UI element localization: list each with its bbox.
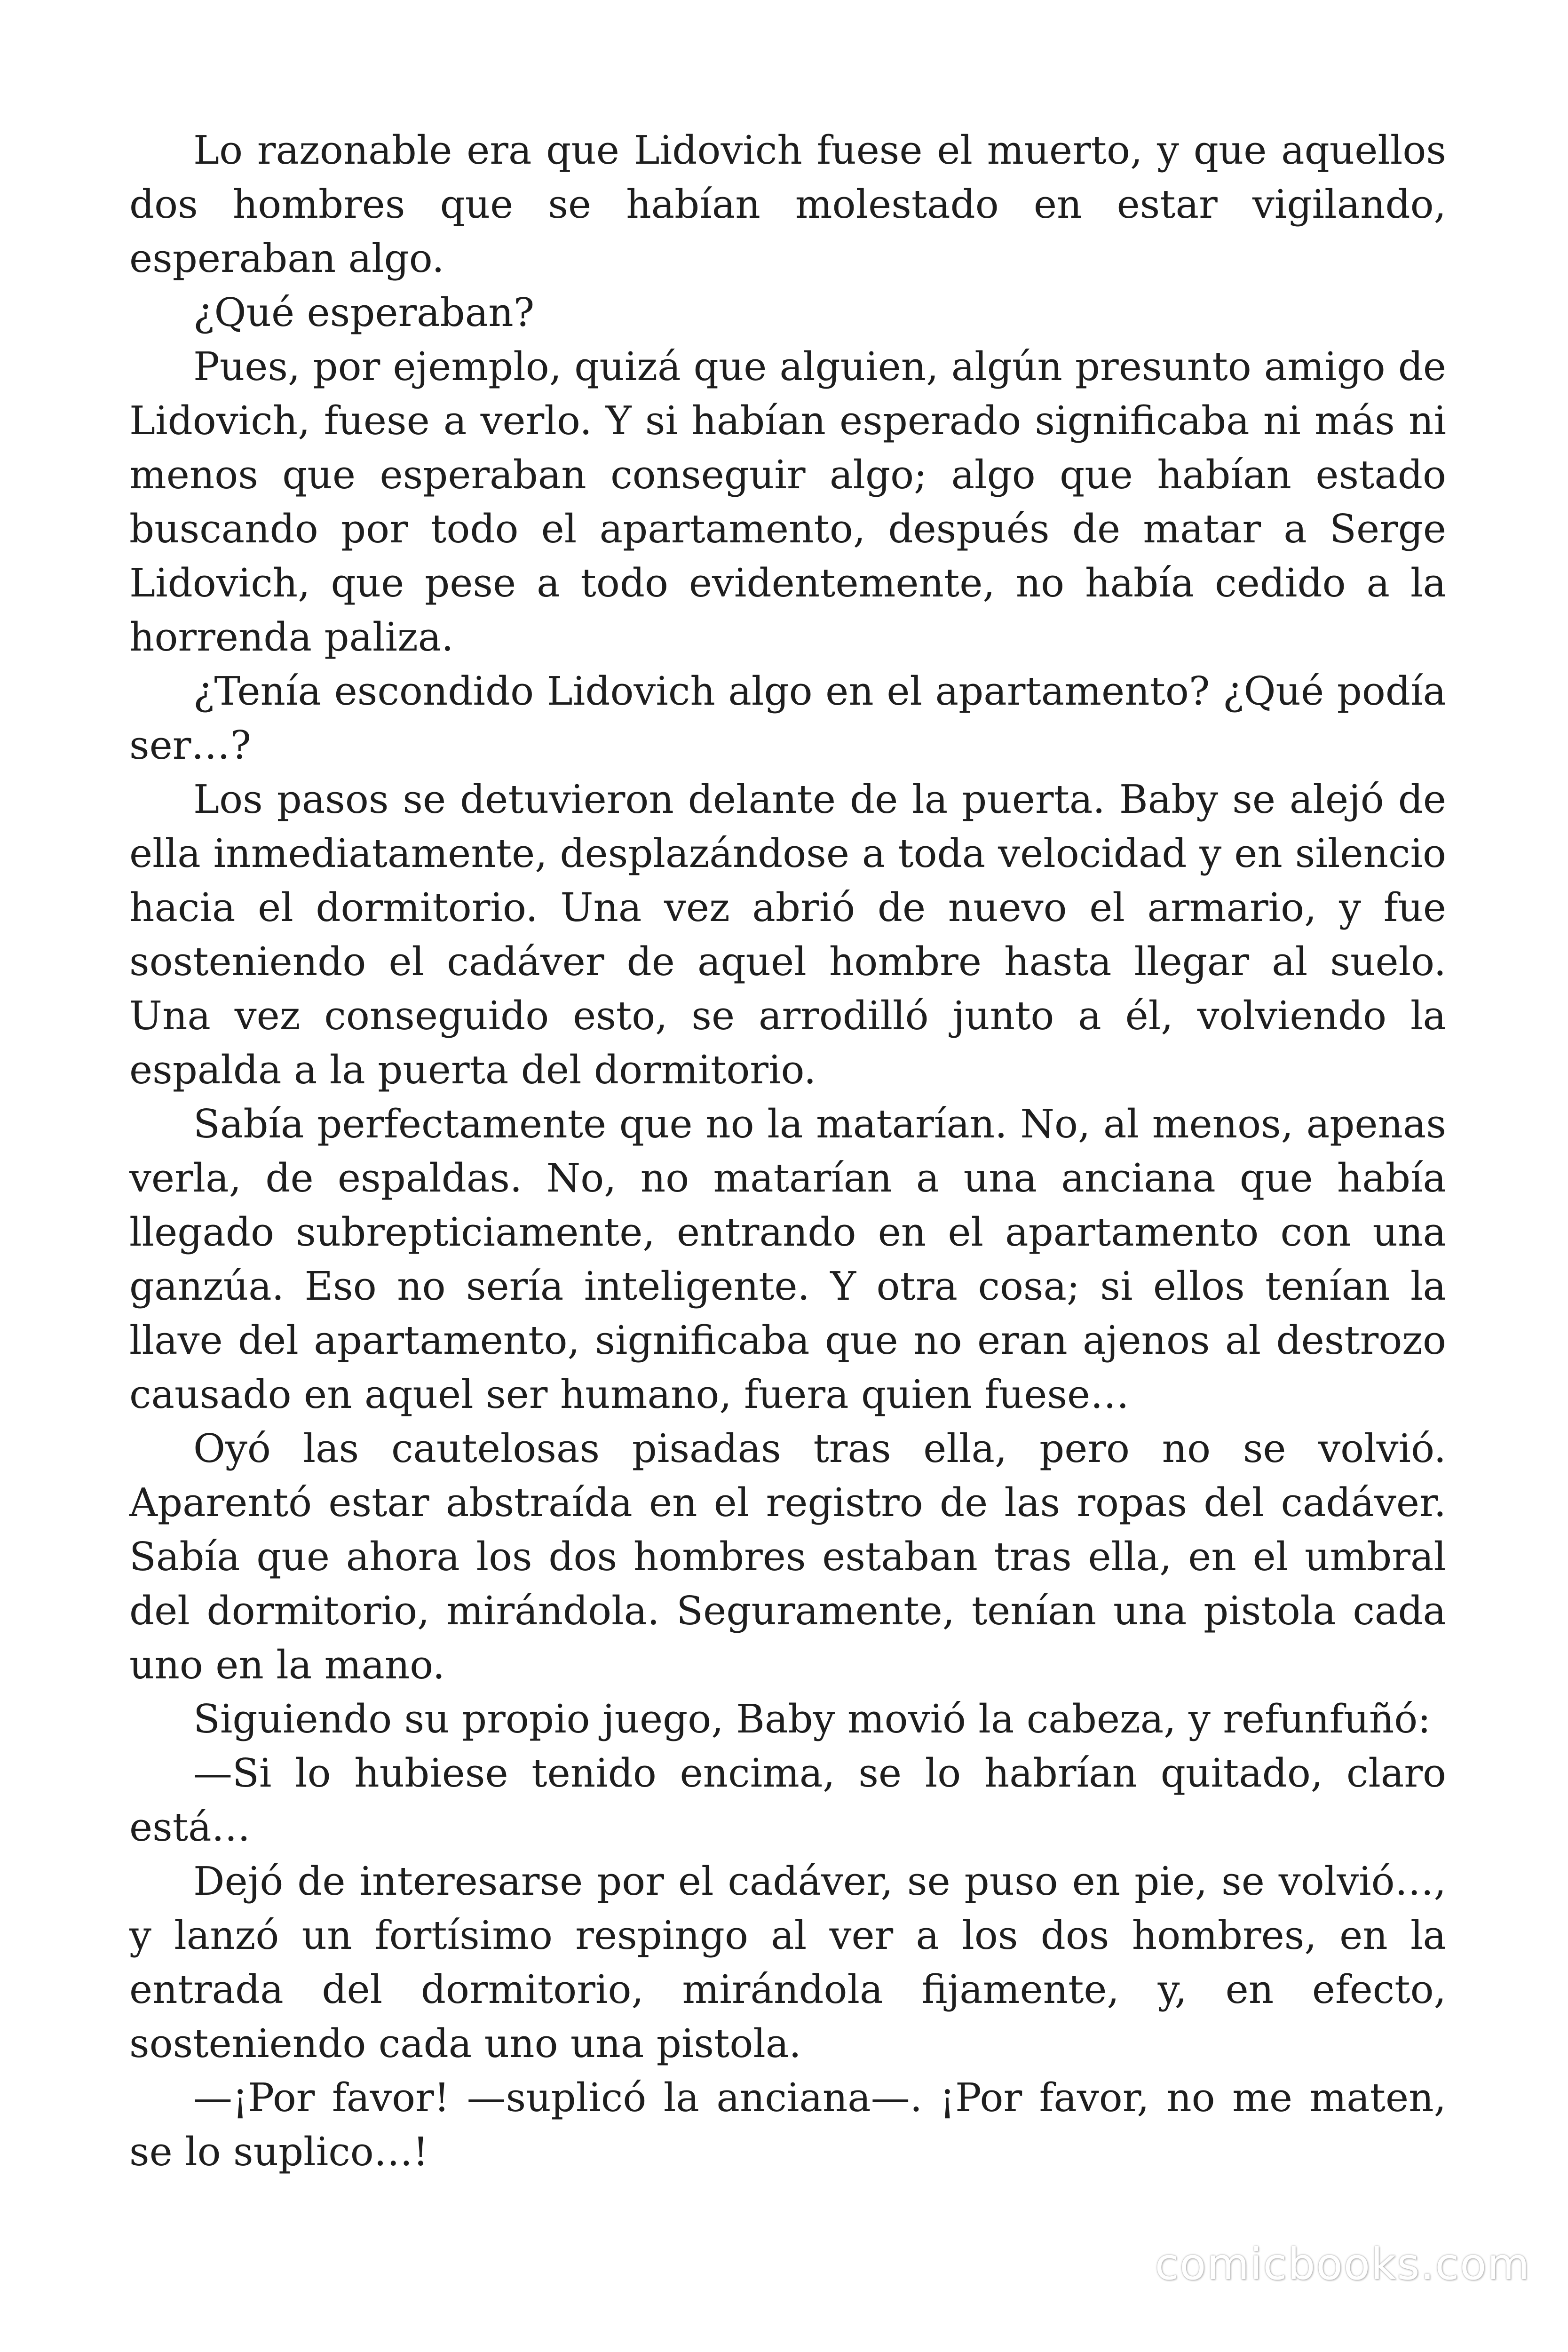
site-watermark: comicbooks.com	[1155, 2239, 1530, 2289]
paragraph: Siguiendo su propio juego, Baby movió la cabeza, y refunfuñó:	[193, 1696, 1431, 1742]
book-page-text	[129, 123, 1446, 2179]
paragraph: —Si lo hubiese tenido encima, se lo habrían quitado, claro está…	[129, 1750, 1446, 1850]
paragraph: Los pasos se detuvieron delante de la puerta. Baby se alejó de ella inmediatamente, desplazándose a toda velocidad y en silencio hacia el dormitorio. Una vez abrió de nuevo el armario, y fue sosteniendo el cadáver de aquel hombre hasta llegar al suelo. Una vez conseguido esto, se arrodilló junto a él, volviendo la espalda a la puerta del dormitorio.	[129, 777, 1446, 1093]
paragraph: Oyó las cautelosas pisadas tras ella, pero no se volvió. Aparentó estar abstraída en el registro de las ropas del cadáver. Sabía que ahora los dos hombres estaban tras ella, en el umbral del dormitorio, mirándola. Seguramente, tenían una pistola cada uno en la mano.	[129, 1426, 1446, 1688]
paragraph: Pues, por ejemplo, quizá que alguien, algún presunto amigo de Lidovich, fuese a verlo. Y si habían esperado significaba ni más ni menos que esperaban conseguir algo; algo que habían estado buscando por todo el apartamento, después de matar a Serge Lidovich, que pese a todo evidentemente, no había cedido a la horrenda paliza.	[129, 344, 1446, 660]
paragraph: Sabía perfectamente que no la matarían. No, al menos, apenas verla, de espaldas. No, no matarían a una anciana que había llegado subrepticiamente, entrando en el apartamento con una ganzúa. Eso no sería inteligente. Y otra cosa; si ellos tenían la llave del apartamento, significaba que no eran ajenos al destrozo causado en aquel ser humano, fuera quien fuese…	[129, 1101, 1446, 1417]
paragraph: Dejó de interesarse por el cadáver, se puso en pie, se volvió…, y lanzó un fortísimo respingo al ver a los dos hombres, en la entrada del dormitorio, mirándola fijamente, y, en efecto, sosteniendo cada uno una pistola.	[129, 1859, 1446, 2066]
paragraph: ¿Qué esperaban?	[193, 290, 535, 335]
paragraph: Lo razonable era que Lidovich fuese el muerto, y que aquellos dos hombres que se habían molestado en estar vigilando, esperaban algo.	[129, 127, 1446, 281]
paragraph: —¡Por favor! —suplicó la anciana—. ¡Por favor, no me maten, se lo suplico…!	[129, 2075, 1446, 2175]
paragraph: ¿Tenía escondido Lidovich algo en el apartamento? ¿Qué podía ser…?	[129, 668, 1446, 768]
